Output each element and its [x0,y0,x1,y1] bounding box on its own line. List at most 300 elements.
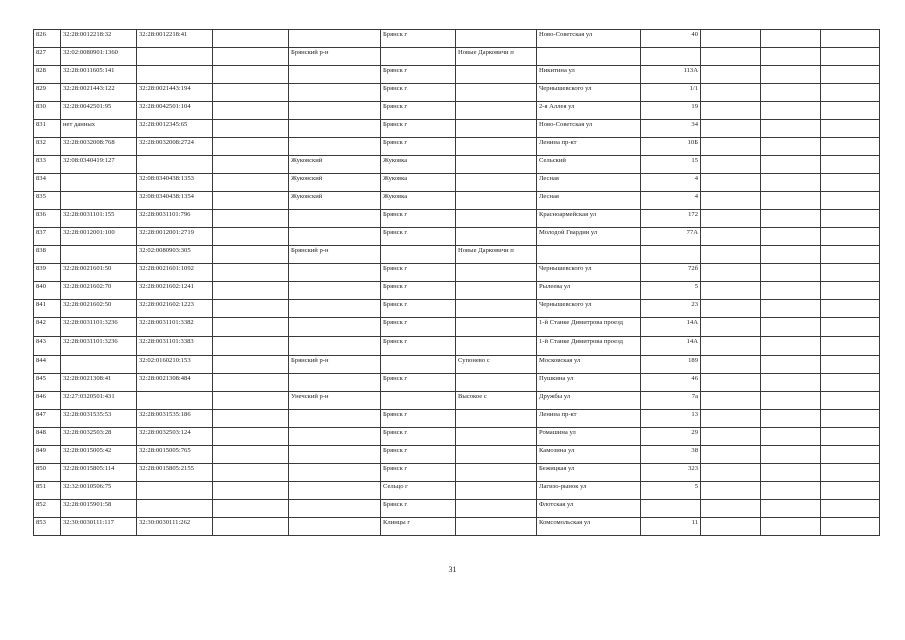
cell-street: Лесная [537,192,641,210]
cell-empty [701,120,761,138]
cell-empty [821,246,880,264]
cell-cad2 [137,500,213,518]
cell-house: 10Б [641,138,701,156]
cell-cad1: 32:28:0042501:95 [61,102,137,120]
cell-empty [761,228,821,246]
cell-street: Чернышевского ул [537,300,641,318]
cell-city: Клинцы г [381,518,456,536]
cell-empty [761,428,821,446]
cell-empty [821,102,880,120]
cell-village [456,410,537,428]
cell-street [537,48,641,66]
cell-street: Никитина ул [537,66,641,84]
table-row [34,156,880,174]
cell-empty [821,410,880,428]
cell-house: 1/1 [641,84,701,102]
cell-n: 838 [34,246,61,264]
cell-house: 46 [641,374,701,392]
cell-cad1: 32:02:0080901:1360 [61,48,137,66]
table-row [34,518,880,536]
cell-district [289,120,381,138]
cell-house: 189 [641,356,701,374]
cell-empty [701,264,761,282]
cell-empty [761,174,821,192]
cell-empty [701,30,761,48]
cell-city: Жуковка [381,192,456,210]
cell-empty [821,264,880,282]
cell-cad1 [61,246,137,264]
cell-city: Брянск г [381,84,456,102]
table-row [34,48,880,66]
cell-cad2: 32:28:0031101:3383 [137,337,213,356]
cell-empty [701,428,761,446]
cell-n: 834 [34,174,61,192]
cell-empty [821,192,880,210]
cell-empty [701,246,761,264]
cell-village [456,464,537,482]
cell-cad2: 32:28:0021443:194 [137,84,213,102]
cell-cad2: 32:02:0160210:153 [137,356,213,374]
cell-empty [761,318,821,337]
cell-c4 [213,192,289,210]
cell-city: Брянск г [381,282,456,300]
cell-house: 14А [641,318,701,337]
cell-cad2: 32:28:0015805:2155 [137,464,213,482]
cell-city [381,392,456,410]
cell-city: Брянск г [381,337,456,356]
cell-cad2: 32:28:0021601:1092 [137,264,213,282]
cell-empty [821,120,880,138]
table-row [34,228,880,246]
cell-c4 [213,300,289,318]
cell-c4 [213,30,289,48]
cell-cad1: 32:28:0012001:100 [61,228,137,246]
cell-street: Чернышевского ул [537,84,641,102]
cell-empty [821,48,880,66]
cell-empty [761,500,821,518]
cell-cad1 [61,192,137,210]
table-row [34,210,880,228]
cell-cad2: 32:28:0021602:1241 [137,282,213,300]
cell-village [456,282,537,300]
cell-city: Брянск г [381,228,456,246]
cell-empty [821,446,880,464]
cell-street: Комсомольская ул [537,518,641,536]
cell-cad2: 32:08:0340438:1354 [137,192,213,210]
cell-city: Брянск г [381,138,456,156]
cell-city: Брянск г [381,428,456,446]
cell-empty [701,192,761,210]
cell-empty [701,392,761,410]
cell-street: Ново-Советская ул [537,30,641,48]
cell-cad2: 32:30:0030111:262 [137,518,213,536]
cell-city: Брянск г [381,264,456,282]
cell-village [456,518,537,536]
cell-house: 113А [641,66,701,84]
cell-district [289,228,381,246]
cell-c4 [213,446,289,464]
cell-district: Жуковский [289,192,381,210]
cell-cad2: 32:28:0021602:1223 [137,300,213,318]
cell-empty [701,500,761,518]
cell-c4 [213,48,289,66]
cell-cad1: 32:28:0031101:155 [61,210,137,228]
cell-cad2: 32:28:0015005:765 [137,446,213,464]
cell-house: 77А [641,228,701,246]
cell-n: 843 [34,337,61,356]
cell-empty [701,174,761,192]
cell-house: 4 [641,192,701,210]
cell-street: 1-й Станке Димитрова проезд [537,318,641,337]
cell-street: Молодой Гвардии ул [537,228,641,246]
cell-city: Брянск г [381,120,456,138]
cell-house: 5 [641,282,701,300]
cell-empty [701,282,761,300]
cell-empty [701,138,761,156]
cell-c4 [213,84,289,102]
cell-empty [701,228,761,246]
cell-empty [821,300,880,318]
cell-cad2: 32:28:0021308:484 [137,374,213,392]
cell-district [289,30,381,48]
cell-street: Сельский [537,156,641,174]
cell-c4 [213,120,289,138]
cell-house: 5 [641,482,701,500]
cell-district [289,518,381,536]
cell-city [381,246,456,264]
cell-c4 [213,264,289,282]
cell-n: 828 [34,66,61,84]
cell-empty [761,48,821,66]
cell-district: Брянский р-н [289,48,381,66]
cell-cad1: 32:28:0015901:58 [61,500,137,518]
cell-empty [821,210,880,228]
cell-cad2 [137,66,213,84]
cell-empty [821,392,880,410]
cell-empty [821,356,880,374]
cell-cad1: 32:28:0015805:114 [61,464,137,482]
cell-empty [761,84,821,102]
cell-cad1: 32:28:0031101:3236 [61,337,137,356]
cell-house: 40 [641,30,701,48]
cell-empty [701,374,761,392]
cell-n: 849 [34,446,61,464]
cell-n: 831 [34,120,61,138]
cell-empty [701,48,761,66]
cell-n: 830 [34,102,61,120]
cell-district [289,264,381,282]
cell-c4 [213,318,289,337]
cell-village [456,30,537,48]
cell-cad2: 32:28:0031535:186 [137,410,213,428]
cell-street: Московская ул [537,356,641,374]
cell-street: Дружбы ул [537,392,641,410]
cell-cad1: 32:28:0021308:41 [61,374,137,392]
table-row [34,446,880,464]
cell-city: Брянск г [381,66,456,84]
cell-cad1: 32:28:0021602:70 [61,282,137,300]
cell-empty [761,392,821,410]
cell-house: 15 [641,156,701,174]
cell-empty [701,337,761,356]
cell-city [381,48,456,66]
cell-house: 23 [641,300,701,318]
cell-district [289,464,381,482]
cell-city: Брянск г [381,300,456,318]
cell-n: 850 [34,464,61,482]
cell-house: 4 [641,174,701,192]
cell-empty [821,482,880,500]
cell-house: 38 [641,446,701,464]
cell-n: 848 [34,428,61,446]
cell-empty [761,120,821,138]
cell-village [456,210,537,228]
cell-street: Рылеева ул [537,282,641,300]
table-row [34,356,880,374]
cell-empty [761,410,821,428]
table-row [34,464,880,482]
cell-house: 19 [641,102,701,120]
cell-house: 34 [641,120,701,138]
cell-district [289,282,381,300]
cell-district [289,428,381,446]
table-row [34,102,880,120]
cell-street: Камозина ул [537,446,641,464]
cell-cad2: 32:28:0012001:2719 [137,228,213,246]
cell-cad1: 32:28:0021602:50 [61,300,137,318]
cell-house [641,246,701,264]
cell-village [456,482,537,500]
cell-cad2: 32:28:0032503:124 [137,428,213,446]
cell-empty [701,102,761,120]
cell-district: Жуковский [289,156,381,174]
cell-street: Флотская ул [537,500,641,518]
cell-n: 844 [34,356,61,374]
cell-cad2 [137,48,213,66]
cell-c4 [213,428,289,446]
cell-cad2: 32:28:0031101:796 [137,210,213,228]
cell-c4 [213,374,289,392]
table-row [34,138,880,156]
cell-c4 [213,282,289,300]
cell-village: Супонево с [456,356,537,374]
cell-c4 [213,410,289,428]
table-row [34,500,880,518]
cell-c4 [213,337,289,356]
cell-city: Брянск г [381,102,456,120]
cell-empty [701,66,761,84]
cell-house: 7а [641,392,701,410]
cell-cad1: 32:30:0030111:117 [61,518,137,536]
cell-cad2: 32:28:0042501:104 [137,102,213,120]
cell-empty [821,282,880,300]
cell-empty [761,282,821,300]
cell-empty [821,318,880,337]
cell-n: 832 [34,138,61,156]
cell-empty [701,482,761,500]
cell-empty [761,446,821,464]
cell-village [456,264,537,282]
cell-village [456,300,537,318]
cell-cad1: 32:28:0011605:141 [61,66,137,84]
cell-empty [761,102,821,120]
cell-empty [821,174,880,192]
cell-empty [761,246,821,264]
cell-cad1: 32:28:0031101:3236 [61,318,137,337]
cell-city [381,356,456,374]
cell-house: 13 [641,410,701,428]
cell-cad1: нет данных [61,120,137,138]
cell-village [456,337,537,356]
cell-c4 [213,210,289,228]
cell-n: 851 [34,482,61,500]
table-row [34,120,880,138]
cell-empty [761,30,821,48]
cell-city: Брянск г [381,464,456,482]
cell-house: 323 [641,464,701,482]
cell-c4 [213,500,289,518]
cell-cad1: 32:28:0032503:28 [61,428,137,446]
cell-cad2: 32:28:0012218:41 [137,30,213,48]
cell-c4 [213,482,289,500]
cell-n: 846 [34,392,61,410]
cell-n: 826 [34,30,61,48]
cell-village: Новые Дарковичи п [456,246,537,264]
cell-district [289,410,381,428]
cell-village [456,228,537,246]
cell-cad1: 32:28:0021601:50 [61,264,137,282]
cell-empty [761,464,821,482]
cell-c4 [213,156,289,174]
cell-street: Лесная [537,174,641,192]
cell-city: Брянск г [381,210,456,228]
cell-village [456,102,537,120]
cell-n: 840 [34,282,61,300]
cell-district [289,482,381,500]
table-row [34,66,880,84]
cell-empty [821,500,880,518]
cell-district: Брянский р-н [289,246,381,264]
cell-empty [761,518,821,536]
cell-house: 172 [641,210,701,228]
cell-cad2 [137,392,213,410]
cell-n: 829 [34,84,61,102]
table-row [34,392,880,410]
cell-empty [821,464,880,482]
cell-district [289,300,381,318]
cell-c4 [213,138,289,156]
cell-n: 827 [34,48,61,66]
cell-empty [821,66,880,84]
cell-street: Ново-Советская ул [537,120,641,138]
cell-street: Чернышевского ул [537,264,641,282]
table-body [34,30,880,536]
cell-cad1 [61,356,137,374]
cell-cad2: 32:28:0012345:65 [137,120,213,138]
cell-village: Высокое с [456,392,537,410]
table-row [34,300,880,318]
cell-cad2: 32:02:0080903:305 [137,246,213,264]
cell-street: Лагизо-рынок ул [537,482,641,500]
cell-empty [761,66,821,84]
cell-street: 2-я Аллея ул [537,102,641,120]
cell-village [456,174,537,192]
cell-empty [701,356,761,374]
cell-cad2: 32:08:0340438:1353 [137,174,213,192]
cell-district [289,210,381,228]
cell-cad2 [137,156,213,174]
cell-cad1: 32:28:0021443:122 [61,84,137,102]
cell-c4 [213,246,289,264]
cell-n: 842 [34,318,61,337]
table-row [34,84,880,102]
cell-city: Брянск г [381,30,456,48]
cell-empty [761,300,821,318]
cell-city: Брянск г [381,446,456,464]
cell-n: 836 [34,210,61,228]
cell-empty [761,374,821,392]
cell-cad1: 32:28:0032008:768 [61,138,137,156]
cell-c4 [213,174,289,192]
cell-c4 [213,464,289,482]
cell-district [289,500,381,518]
cell-street: Красноармейская ул [537,210,641,228]
cell-n: 847 [34,410,61,428]
cell-c4 [213,356,289,374]
cell-house: 14А [641,337,701,356]
cell-cad1: 32:28:0015005:42 [61,446,137,464]
cell-empty [701,318,761,337]
cell-empty [821,428,880,446]
cell-house [641,48,701,66]
cell-empty [761,156,821,174]
cell-c4 [213,102,289,120]
cell-cad1: 32:28:0012218:32 [61,30,137,48]
cell-empty [761,337,821,356]
cell-street: Пушкина ул [537,374,641,392]
cell-empty [761,264,821,282]
cell-empty [761,210,821,228]
cell-empty [821,337,880,356]
cell-cad1: 32:32:0010506:75 [61,482,137,500]
cell-empty [701,210,761,228]
cell-cad1: 32:08:0340419:127 [61,156,137,174]
cell-street: Ленина пр-кт [537,410,641,428]
cell-empty [701,156,761,174]
cell-c4 [213,66,289,84]
cell-village [456,318,537,337]
cell-n: 841 [34,300,61,318]
cell-cad2 [137,482,213,500]
cell-street: 1-й Станке Димитрова проезд [537,337,641,356]
cell-cad2: 32:28:0032008:2724 [137,138,213,156]
cell-city: Брянск г [381,410,456,428]
cell-empty [821,156,880,174]
cell-empty [761,192,821,210]
cell-district [289,138,381,156]
cell-empty [701,446,761,464]
cell-empty [701,518,761,536]
cell-empty [701,84,761,102]
cell-empty [821,228,880,246]
cell-district: Жуковский [289,174,381,192]
page-number: 31 [448,565,457,574]
cell-village [456,428,537,446]
cell-c4 [213,392,289,410]
table-row [34,410,880,428]
cell-village [456,120,537,138]
cell-empty [821,518,880,536]
